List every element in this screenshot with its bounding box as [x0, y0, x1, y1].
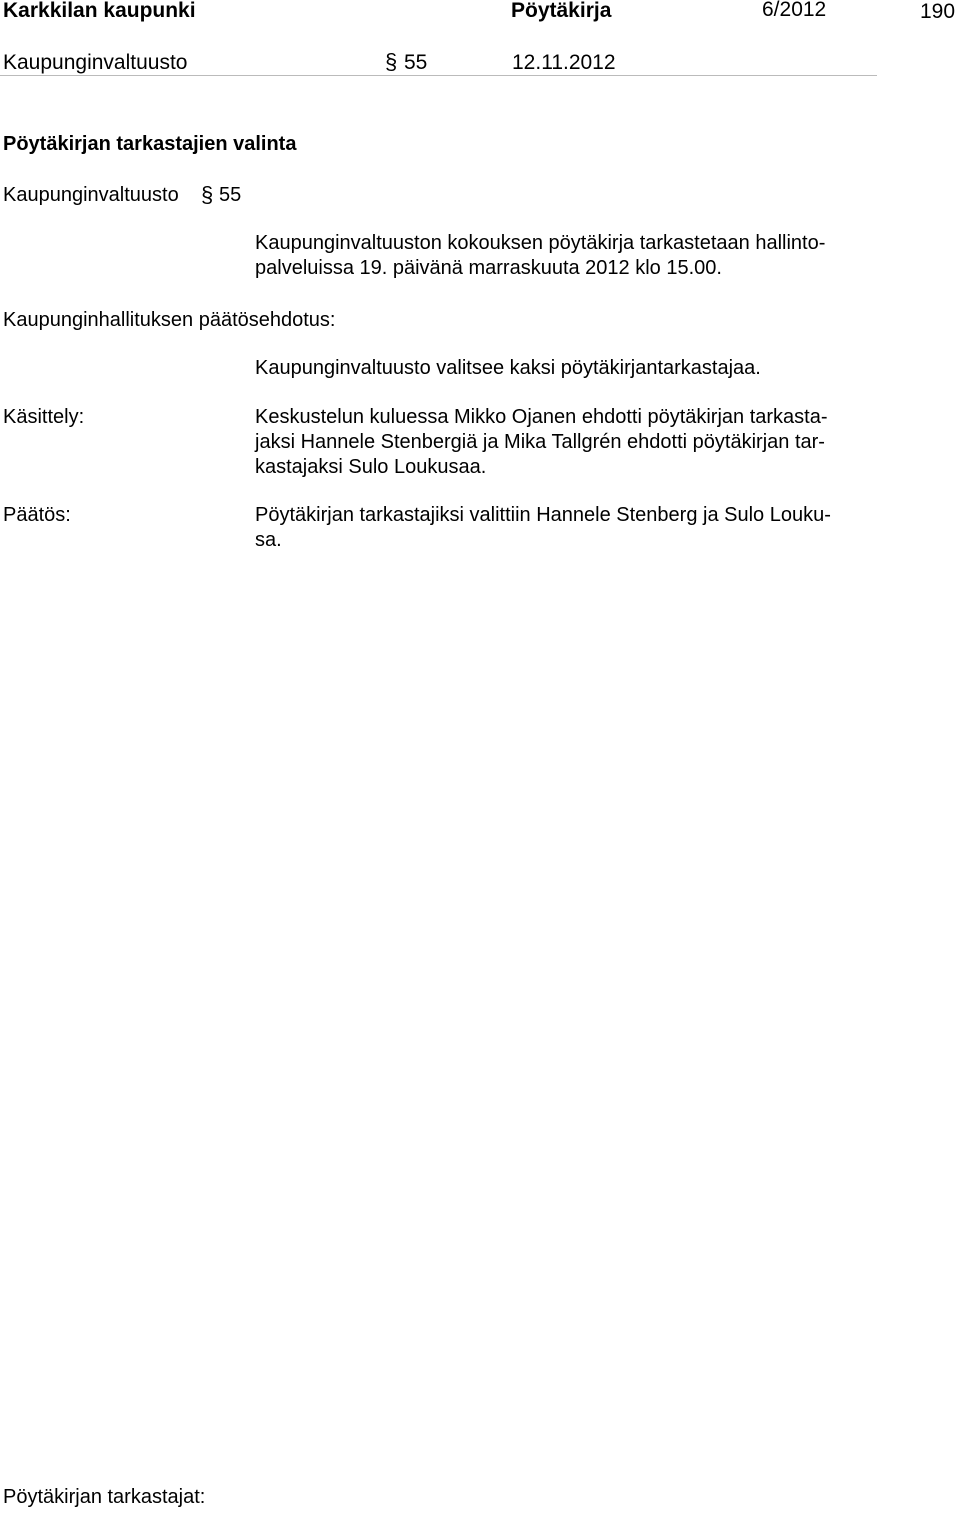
intro-line: palveluissa 19. päivänä marraskuuta 2012 klo 15.00. — [255, 257, 722, 279]
handling-line: jaksi Hannele Stenbergiä ja Mika Tallgrén ehdotti pöytäkirjan tar- — [255, 431, 825, 453]
section-sign-icon — [201, 183, 213, 205]
svg-text:§: § — [385, 50, 397, 74]
handling-label: Käsittely: — [3, 406, 85, 428]
handling-paragraph — [255, 405, 828, 480]
header-section-number: 55 — [404, 51, 428, 74]
item-title: Pöytäkirjan tarkastajien valinta — [3, 133, 297, 155]
checkers-label: Pöytäkirjan tarkastajat: — [3, 1486, 206, 1508]
handling-line: Keskustelun kuluessa Mikko Ojanen ehdotti pöytäkirjan tarkasta- — [255, 406, 828, 428]
proposal-text: Kaupunginvaltuusto valitsee kaksi pöytäkirjantarkastajaa. — [255, 357, 761, 379]
item-ref-section: 55 — [219, 184, 242, 206]
organization-name: Karkkilan kaupunki — [3, 0, 196, 22]
decision-paragraph — [255, 503, 831, 553]
header-body-name: Kaupunginvaltuusto — [3, 51, 188, 74]
proposal-label: Kaupunginhallituksen päätösehdotus: — [3, 309, 336, 331]
item-ref-body: Kaupunginvaltuusto — [3, 184, 179, 206]
decision-label: Päätös: — [3, 504, 71, 526]
section-sign-icon — [385, 50, 397, 72]
header-divider — [0, 75, 877, 76]
document-type: Pöytäkirja — [511, 0, 612, 22]
page-number: 190 — [920, 0, 956, 23]
intro-line: Kaupunginvaltuuston kokouksen pöytäkirja tarkastetaan hallinto- — [255, 232, 826, 254]
issue-number: 6/2012 — [762, 0, 827, 21]
decision-line: Pöytäkirjan tarkastajiksi valittiin Hannele Stenberg ja Sulo Louku- — [255, 504, 831, 526]
meeting-date: 12.11.2012 — [512, 51, 616, 74]
intro-paragraph — [255, 231, 825, 281]
handling-line: kastajaksi Sulo Loukusaa. — [255, 456, 487, 478]
svg-text:§: § — [201, 183, 213, 207]
decision-line: sa. — [255, 529, 282, 551]
